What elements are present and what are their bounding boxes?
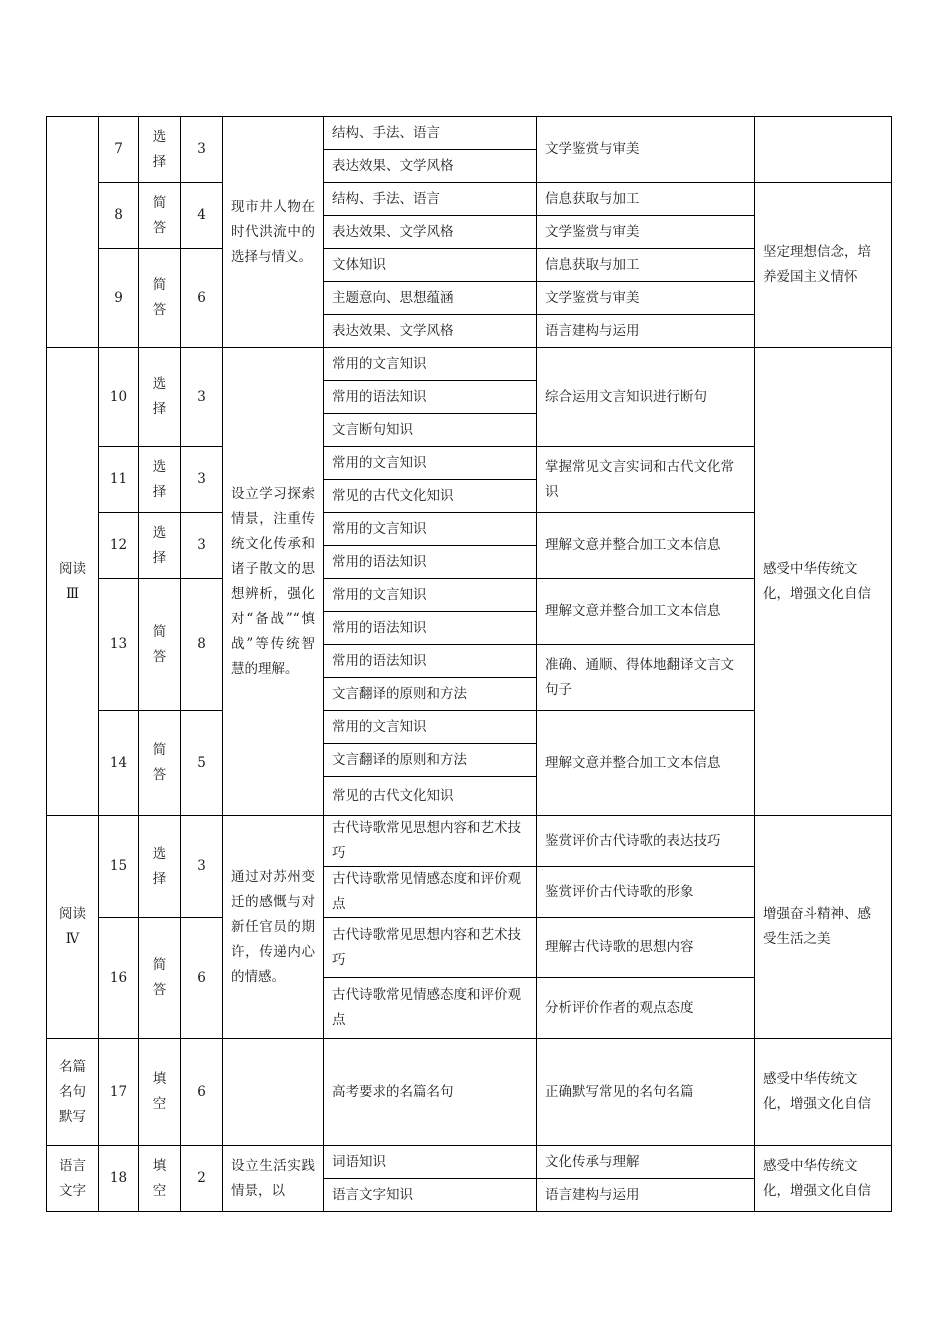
exam-specification-table [46,116,892,1212]
context-description: 设立学习探索情景，注重传统文化传承和诸子散文的思想辨析，强化对“备战”“慎战”等传统智慧的理解。 [223,348,324,816]
knowledge-point: 文言翻译的原则和方法 [324,678,537,711]
section-label: 阅读Ⅲ [47,348,99,816]
section-label: 名篇名句默写 [47,1039,99,1146]
knowledge-point: 常用的文言知识 [324,447,537,480]
context-description: 通过对苏州变迁的感慨与对新任官员的期许，传递内心的情感。 [223,816,324,1039]
ability-requirement: 分析评价作者的观点态度 [537,978,755,1039]
question-score: 3 [181,348,223,447]
ability-requirement: 理解文意并整合加工文本信息 [537,513,755,579]
ability-requirement: 理解文意并整合加工文本信息 [537,711,755,816]
knowledge-point: 常用的文言知识 [324,513,537,546]
question-score: 5 [181,711,223,816]
question-score: 3 [181,513,223,579]
question-type: 简答 [139,183,181,249]
knowledge-point: 常用的语法知识 [324,381,537,414]
ability-requirement: 准确、通顺、得体地翻译文言文句子 [537,645,755,711]
question-type: 选择 [139,348,181,447]
question-score: 6 [181,249,223,348]
question-number: 9 [99,249,139,348]
section-label: 阅读Ⅳ [47,816,99,1039]
ability-requirement: 掌握常见文言实词和古代文化常识 [537,447,755,513]
question-score: 3 [181,447,223,513]
knowledge-point: 常见的古代文化知识 [324,777,537,816]
question-type: 简答 [139,918,181,1039]
knowledge-point: 古代诗歌常见情感态度和评价观点 [324,867,537,918]
question-number: 11 [99,447,139,513]
ability-requirement: 鉴赏评价古代诗歌的表达技巧 [537,816,755,867]
ability-requirement: 语言建构与运用 [537,315,755,348]
question-score: 2 [181,1146,223,1212]
value-orientation: 坚定理想信念，培养爱国主义情怀 [755,183,892,348]
question-type: 选择 [139,117,181,183]
knowledge-point: 古代诗歌常见思想内容和艺术技巧 [324,918,537,978]
knowledge-point: 表达效果、文学风格 [324,216,537,249]
context-description: 现市井人物在时代洪流中的选择与情义。 [223,117,324,348]
question-type: 简答 [139,249,181,348]
question-number: 7 [99,117,139,183]
ability-requirement: 鉴赏评价古代诗歌的形象 [537,867,755,918]
knowledge-point: 常用的文言知识 [324,348,537,381]
context-description-empty [223,1039,324,1146]
knowledge-point: 古代诗歌常见情感态度和评价观点 [324,978,537,1039]
question-number: 16 [99,918,139,1039]
question-number: 18 [99,1146,139,1212]
question-score: 4 [181,183,223,249]
question-type: 简答 [139,579,181,711]
section-cell-continued [47,117,99,348]
section-label: 语言文字 [47,1146,99,1212]
question-score: 6 [181,918,223,1039]
value-orientation: 感受中华传统文化，增强文化自信 [755,348,892,816]
knowledge-point: 语言文字知识 [324,1179,537,1212]
ability-requirement: 综合运用文言知识进行断句 [537,348,755,447]
question-type: 填空 [139,1146,181,1212]
ability-requirement: 信息获取与加工 [537,249,755,282]
knowledge-point: 古代诗歌常见思想内容和艺术技巧 [324,816,537,867]
question-type: 简答 [139,711,181,816]
knowledge-point: 文言翻译的原则和方法 [324,744,537,777]
ability-requirement: 文化传承与理解 [537,1146,755,1179]
ability-requirement: 理解文意并整合加工文本信息 [537,579,755,645]
question-score: 3 [181,816,223,918]
question-number: 17 [99,1039,139,1146]
knowledge-point: 结构、手法、语言 [324,117,537,150]
question-number: 10 [99,348,139,447]
question-number: 12 [99,513,139,579]
ability-requirement: 理解古代诗歌的思想内容 [537,918,755,978]
knowledge-point: 常用的语法知识 [324,612,537,645]
question-score: 3 [181,117,223,183]
value-orientation: 感受中华传统文化，增强文化自信 [755,1039,892,1146]
knowledge-point: 主题意向、思想蕴涵 [324,282,537,315]
value-orientation-empty [755,117,892,183]
knowledge-point: 常用的文言知识 [324,711,537,744]
question-type: 选择 [139,816,181,918]
ability-requirement: 正确默写常见的名句名篇 [537,1039,755,1146]
knowledge-point: 常用的语法知识 [324,645,537,678]
knowledge-point: 常用的语法知识 [324,546,537,579]
knowledge-point: 常见的古代文化知识 [324,480,537,513]
question-type: 选择 [139,447,181,513]
value-orientation: 感受中华传统文化，增强文化自信 [755,1146,892,1212]
question-number: 8 [99,183,139,249]
ability-requirement: 语言建构与运用 [537,1179,755,1212]
knowledge-point: 高考要求的名篇名句 [324,1039,537,1146]
question-number: 15 [99,816,139,918]
question-type: 填空 [139,1039,181,1146]
question-number: 14 [99,711,139,816]
knowledge-point: 文体知识 [324,249,537,282]
value-orientation: 增强奋斗精神、感受生活之美 [755,816,892,1039]
knowledge-point: 文言断句知识 [324,414,537,447]
question-score: 8 [181,579,223,711]
ability-requirement: 文学鉴赏与审美 [537,216,755,249]
ability-requirement: 文学鉴赏与审美 [537,117,755,183]
knowledge-point: 表达效果、文学风格 [324,315,537,348]
knowledge-point: 词语知识 [324,1146,537,1179]
context-description: 设立生活实践情景，以 [223,1146,324,1212]
ability-requirement: 信息获取与加工 [537,183,755,216]
knowledge-point: 常用的文言知识 [324,579,537,612]
knowledge-point: 结构、手法、语言 [324,183,537,216]
knowledge-point: 表达效果、文学风格 [324,150,537,183]
question-number: 13 [99,579,139,711]
question-score: 6 [181,1039,223,1146]
question-type: 选择 [139,513,181,579]
ability-requirement: 文学鉴赏与审美 [537,282,755,315]
